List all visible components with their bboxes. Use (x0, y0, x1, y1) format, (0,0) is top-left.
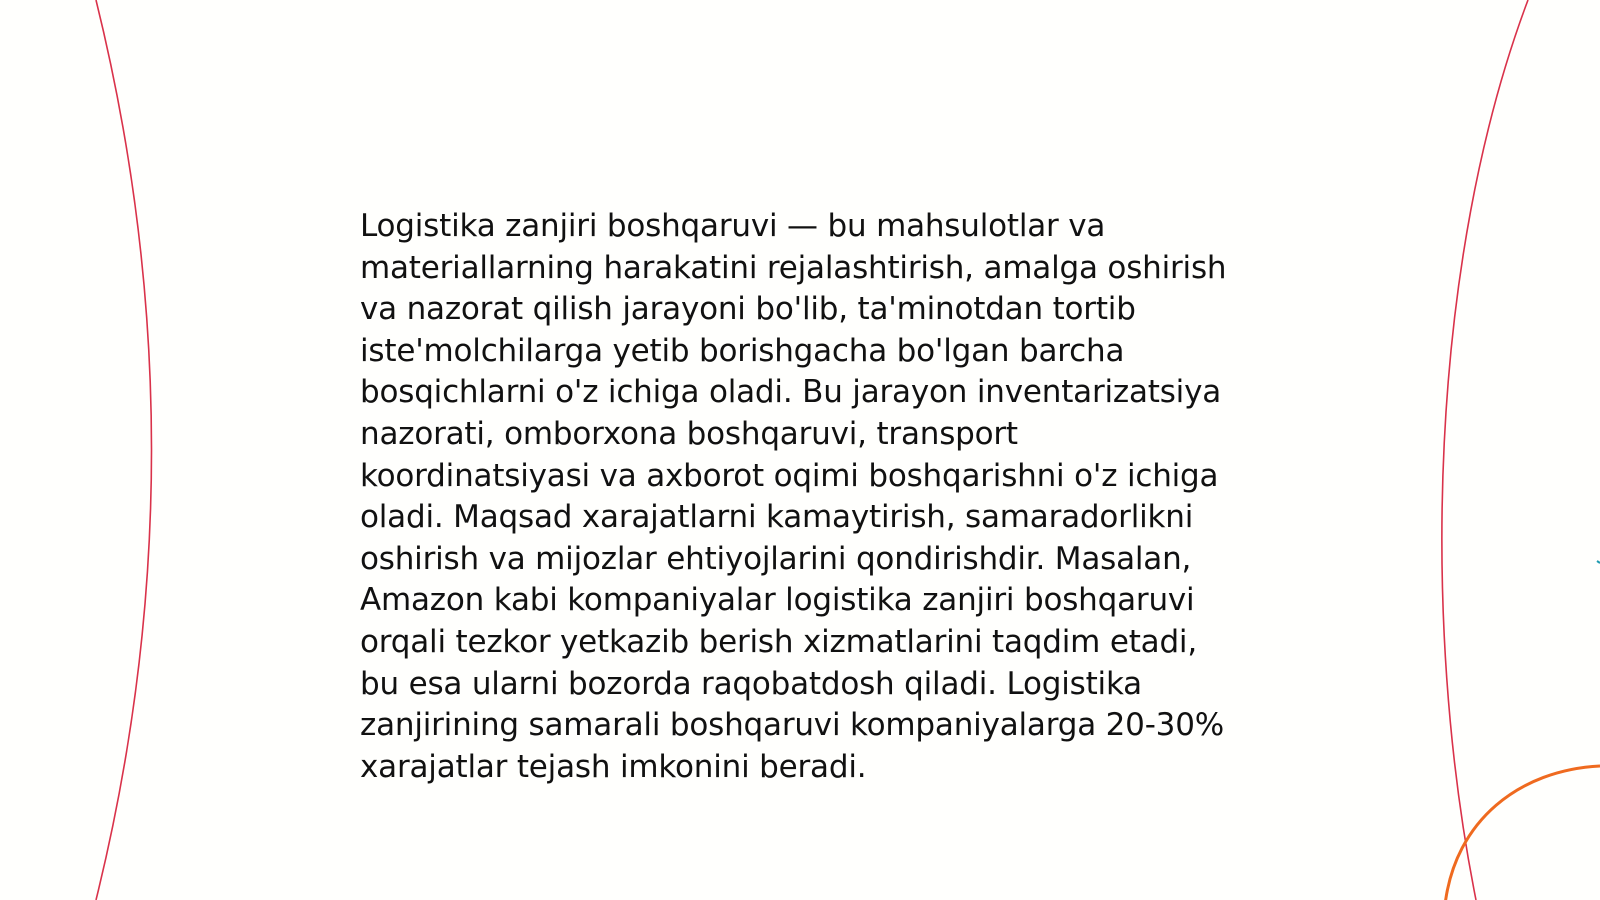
left-arc-line (96, 0, 152, 900)
body-paragraph: Logistika zanjiri boshqaruvi — bu mahsulotlar va materiallarning harakatini rejalashtirish, amalga oshirish va nazorat qilish jarayoni bo'lib, ta'minotdan tortib iste'molchilarga yetib borishgacha bo'lgan barcha bosqichlarni o'z ichiga oladi. Bu jarayon inventarizatsiya nazorati, omborxona boshqaruvi, transport koordinatsiyasi va axborot oqimi boshqarishni o'z ichiga oladi. Maqsad xarajatlarni kamaytirish, samaradorlikni oshirish va mijozlar ehtiyojlarini qondirishdir. Masalan, Amazon kabi kompaniyalar logistika zanjiri boshqaruvi orqali tezkor yetkazib berish xizmatlarini taqdim etadi, bu esa ularni bozorda raqobatdosh qiladi. Logistika zanjirining samarali boshqaruvi kompaniyalarga 20-30% xarajatlar tejash imkonini beradi. (360, 208, 1227, 785)
orange-circle-arc (1445, 766, 1600, 900)
right-arc-line (1442, 0, 1528, 900)
